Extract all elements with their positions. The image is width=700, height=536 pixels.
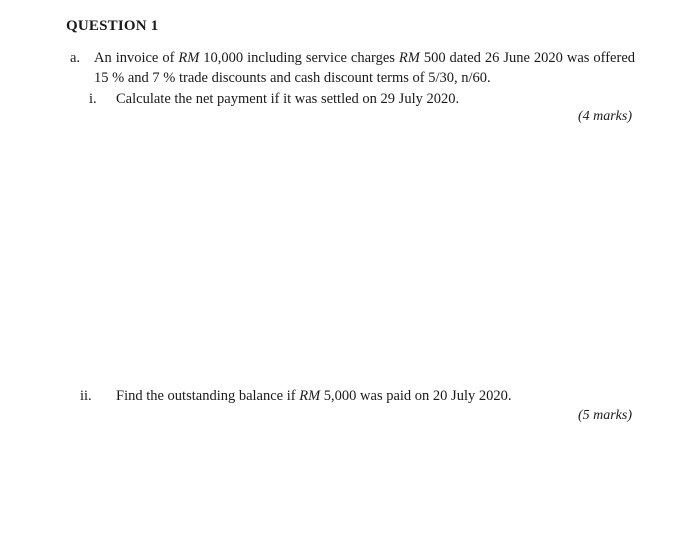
part-a-text	[94, 48, 635, 88]
sub-question-ii-marks: (5 marks)	[577, 408, 632, 423]
sub-question-ii-number: ii.	[80, 388, 92, 404]
sub-question-i-number: i.	[89, 91, 97, 107]
sub-question-i-marks: (4 marks)	[577, 109, 632, 124]
part-a	[70, 48, 635, 88]
currency-rm: RM	[398, 50, 420, 66]
part-a-label: a.	[70, 50, 81, 66]
part-a-seg: An invoice of	[94, 50, 179, 66]
sub-question-ii-text	[116, 386, 511, 406]
currency-rm: RM	[299, 388, 321, 404]
sub-ii-seg: 5,000 was paid on 20 July 2020.	[320, 388, 512, 404]
sub-question-i-text: Calculate the net payment if it was settled on 29 July 2020.	[116, 91, 460, 107]
sub-ii-seg: Find the outstanding balance if	[116, 388, 300, 404]
part-a-seg: 10,000 including service charges	[199, 50, 399, 66]
question-heading: QUESTION 1	[66, 18, 159, 34]
currency-rm: RM	[178, 50, 200, 66]
part-a-seg: 500 dated 26 June 2020 was offered 15 % and 7 % trade discounts and cash discount terms of 5/30, n/60.	[94, 50, 635, 86]
